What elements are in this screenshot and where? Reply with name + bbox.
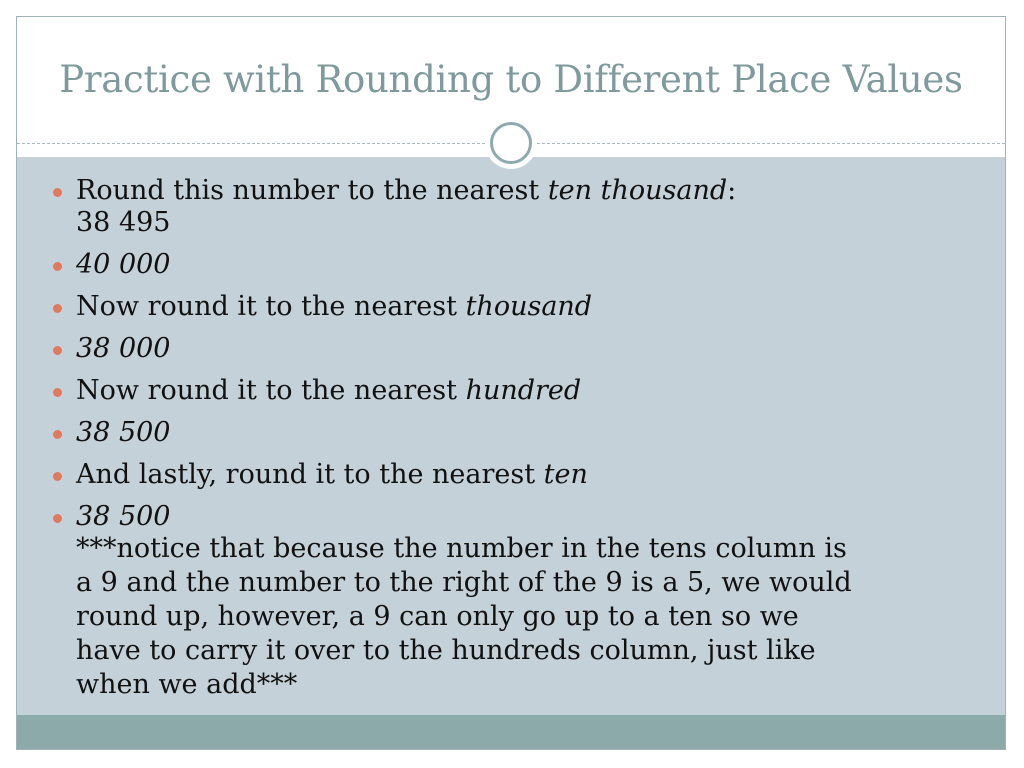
- bullet-item-answer-ten-with-note: [47, 501, 967, 702]
- bullet-item-hundred-question: [47, 375, 967, 407]
- bullet-item-answer-ten-thousand: [47, 249, 967, 281]
- bullet-dot-icon: [53, 188, 62, 197]
- answer-value: 38 500: [76, 501, 171, 532]
- bullet-list: [47, 175, 967, 712]
- question-number: 38 495: [76, 207, 171, 238]
- note-line: a 9 and the number to the right of the 9 is a 5, we would: [76, 567, 852, 598]
- bullet-emphasis: ten: [543, 459, 588, 490]
- bullet-dot-icon: [53, 304, 62, 313]
- bullet-item-ten-thousand-question: [47, 175, 967, 239]
- bullet-colon: :: [727, 175, 737, 206]
- bullet-dot-icon: [53, 388, 62, 397]
- note-line: when we add***: [76, 669, 298, 700]
- bullet-emphasis: hundred: [465, 375, 582, 406]
- divider-circle-ornament: [485, 117, 537, 169]
- bullet-text: Now round it to the nearest: [76, 291, 466, 322]
- bullet-dot-icon: [53, 346, 62, 355]
- bullet-dot-icon: [53, 472, 62, 481]
- bullet-dot-icon: [53, 262, 62, 271]
- bullet-dot-icon: [53, 514, 62, 523]
- answer-value: 38 500: [76, 417, 171, 448]
- bullet-dot-icon: [53, 430, 62, 439]
- note-line: have to carry it over to the hundreds column, just like: [76, 635, 816, 666]
- bullet-text: Round this number to the nearest: [76, 175, 548, 206]
- bullet-item-thousand-question: [47, 291, 967, 323]
- answer-value: 40 000: [76, 249, 171, 280]
- bullet-text: Now round it to the nearest: [76, 375, 466, 406]
- footer-band: [17, 715, 1005, 750]
- bullet-text: And lastly, round it to the nearest: [76, 459, 544, 490]
- slide-title: Practice with Rounding to Different Place Values: [59, 58, 963, 101]
- note-line: round up, however, a 9 can only go up to a ten so we: [76, 601, 799, 632]
- bullet-item-answer-thousand: [47, 333, 967, 365]
- bullet-item-ten-question: [47, 459, 967, 491]
- note-line: ***notice that because the number in the tens column is: [76, 533, 847, 564]
- slide: [16, 16, 1006, 750]
- bullet-emphasis: ten thousand: [547, 175, 728, 206]
- circle-ring-icon: [490, 122, 532, 164]
- answer-value: 38 000: [76, 333, 171, 364]
- bullet-emphasis: thousand: [465, 291, 593, 322]
- bullet-item-answer-hundred: [47, 417, 967, 449]
